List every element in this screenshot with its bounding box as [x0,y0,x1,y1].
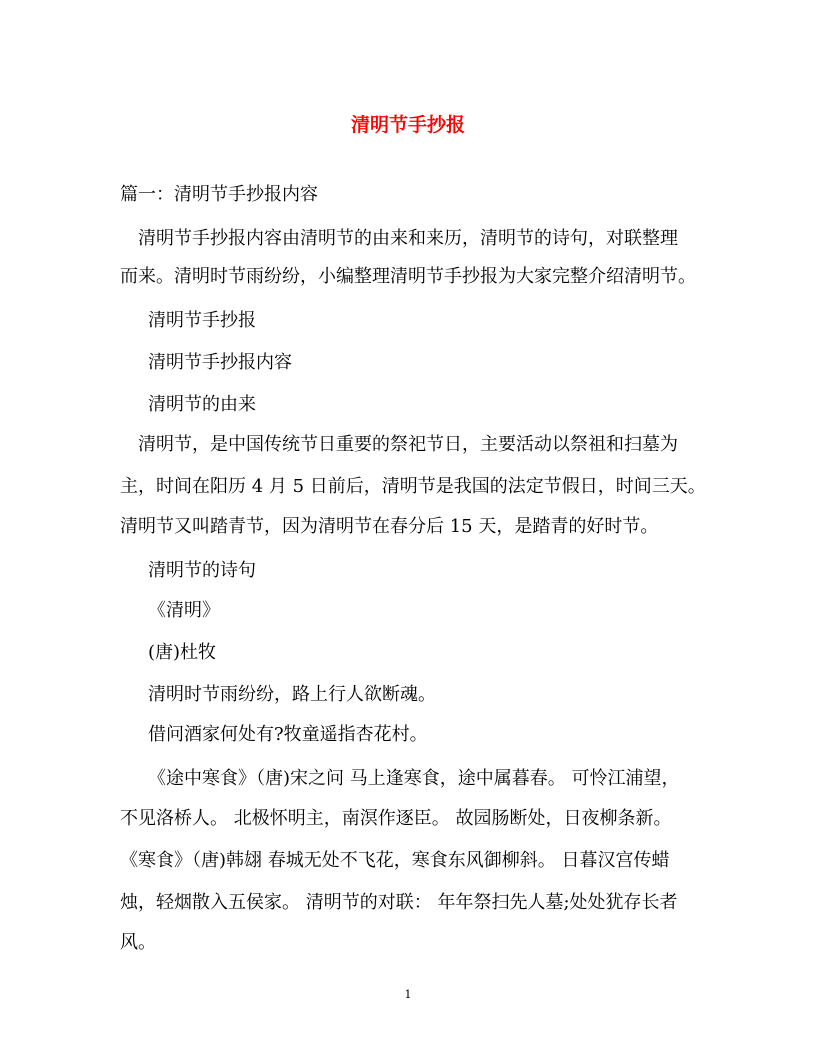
paragraph-line: 《寒食》（唐)韩翃 春城无处不飞花，寒食东风御柳斜。 日暮汉宫传蜡 [120,850,670,871]
subheading: 清明节手抄报内容 [148,352,292,373]
paragraph-line: 而来。清明时节雨纷纷，小编整理清明节手抄报为大家完整介绍清明节。 [120,266,696,287]
paragraph-line: 烛，轻烟散入五侯家。 清明节的对联： 年年祭扫先人墓;处处犹存长者 [120,892,678,913]
subheading: 清明节的诗句 [148,560,256,581]
paragraph-line: 不见洛桥人。 北极怀明主，南溟作逐臣。 故园肠断处，日夜柳条新。 [120,808,672,829]
section-heading: 篇一：清明节手抄报内容 [120,184,318,205]
subheading: 清明节的由来 [148,394,256,415]
poem-author: (唐)杜牧 [148,642,217,663]
poem-line: 清明时节雨纷纷，路上行人欲断魂。 [148,684,436,705]
paragraph-line: 主，时间在阳历 4 月 5 日前后，清明节是我国的法定节假日，时间三天。 [120,476,706,497]
paragraph-line: 清明节手抄报内容由清明节的由来和来历，清明节的诗句，对联整理 [138,228,678,249]
paragraph-line: 清明节又叫踏青节，因为清明节在春分后 15 天，是踏青的好时节。 [120,516,659,537]
page-number: 1 [404,988,412,1001]
paragraph-line: 风。 [120,932,156,953]
paragraph-line: 《途中寒食》（唐)宋之问 马上逢寒食，途中属暮春。 可怜江浦望， [148,768,680,789]
poem-line: 借问酒家何处有?牧童遥指杏花村。 [148,724,428,745]
document-title: 清明节手抄报 [350,114,465,136]
paragraph-line: 清明节，是中国传统节日重要的祭祀节日，主要活动以祭祖和扫墓为 [138,434,678,455]
subheading: 清明节手抄报 [148,310,256,331]
poem-title: 《清明》 [148,600,220,621]
